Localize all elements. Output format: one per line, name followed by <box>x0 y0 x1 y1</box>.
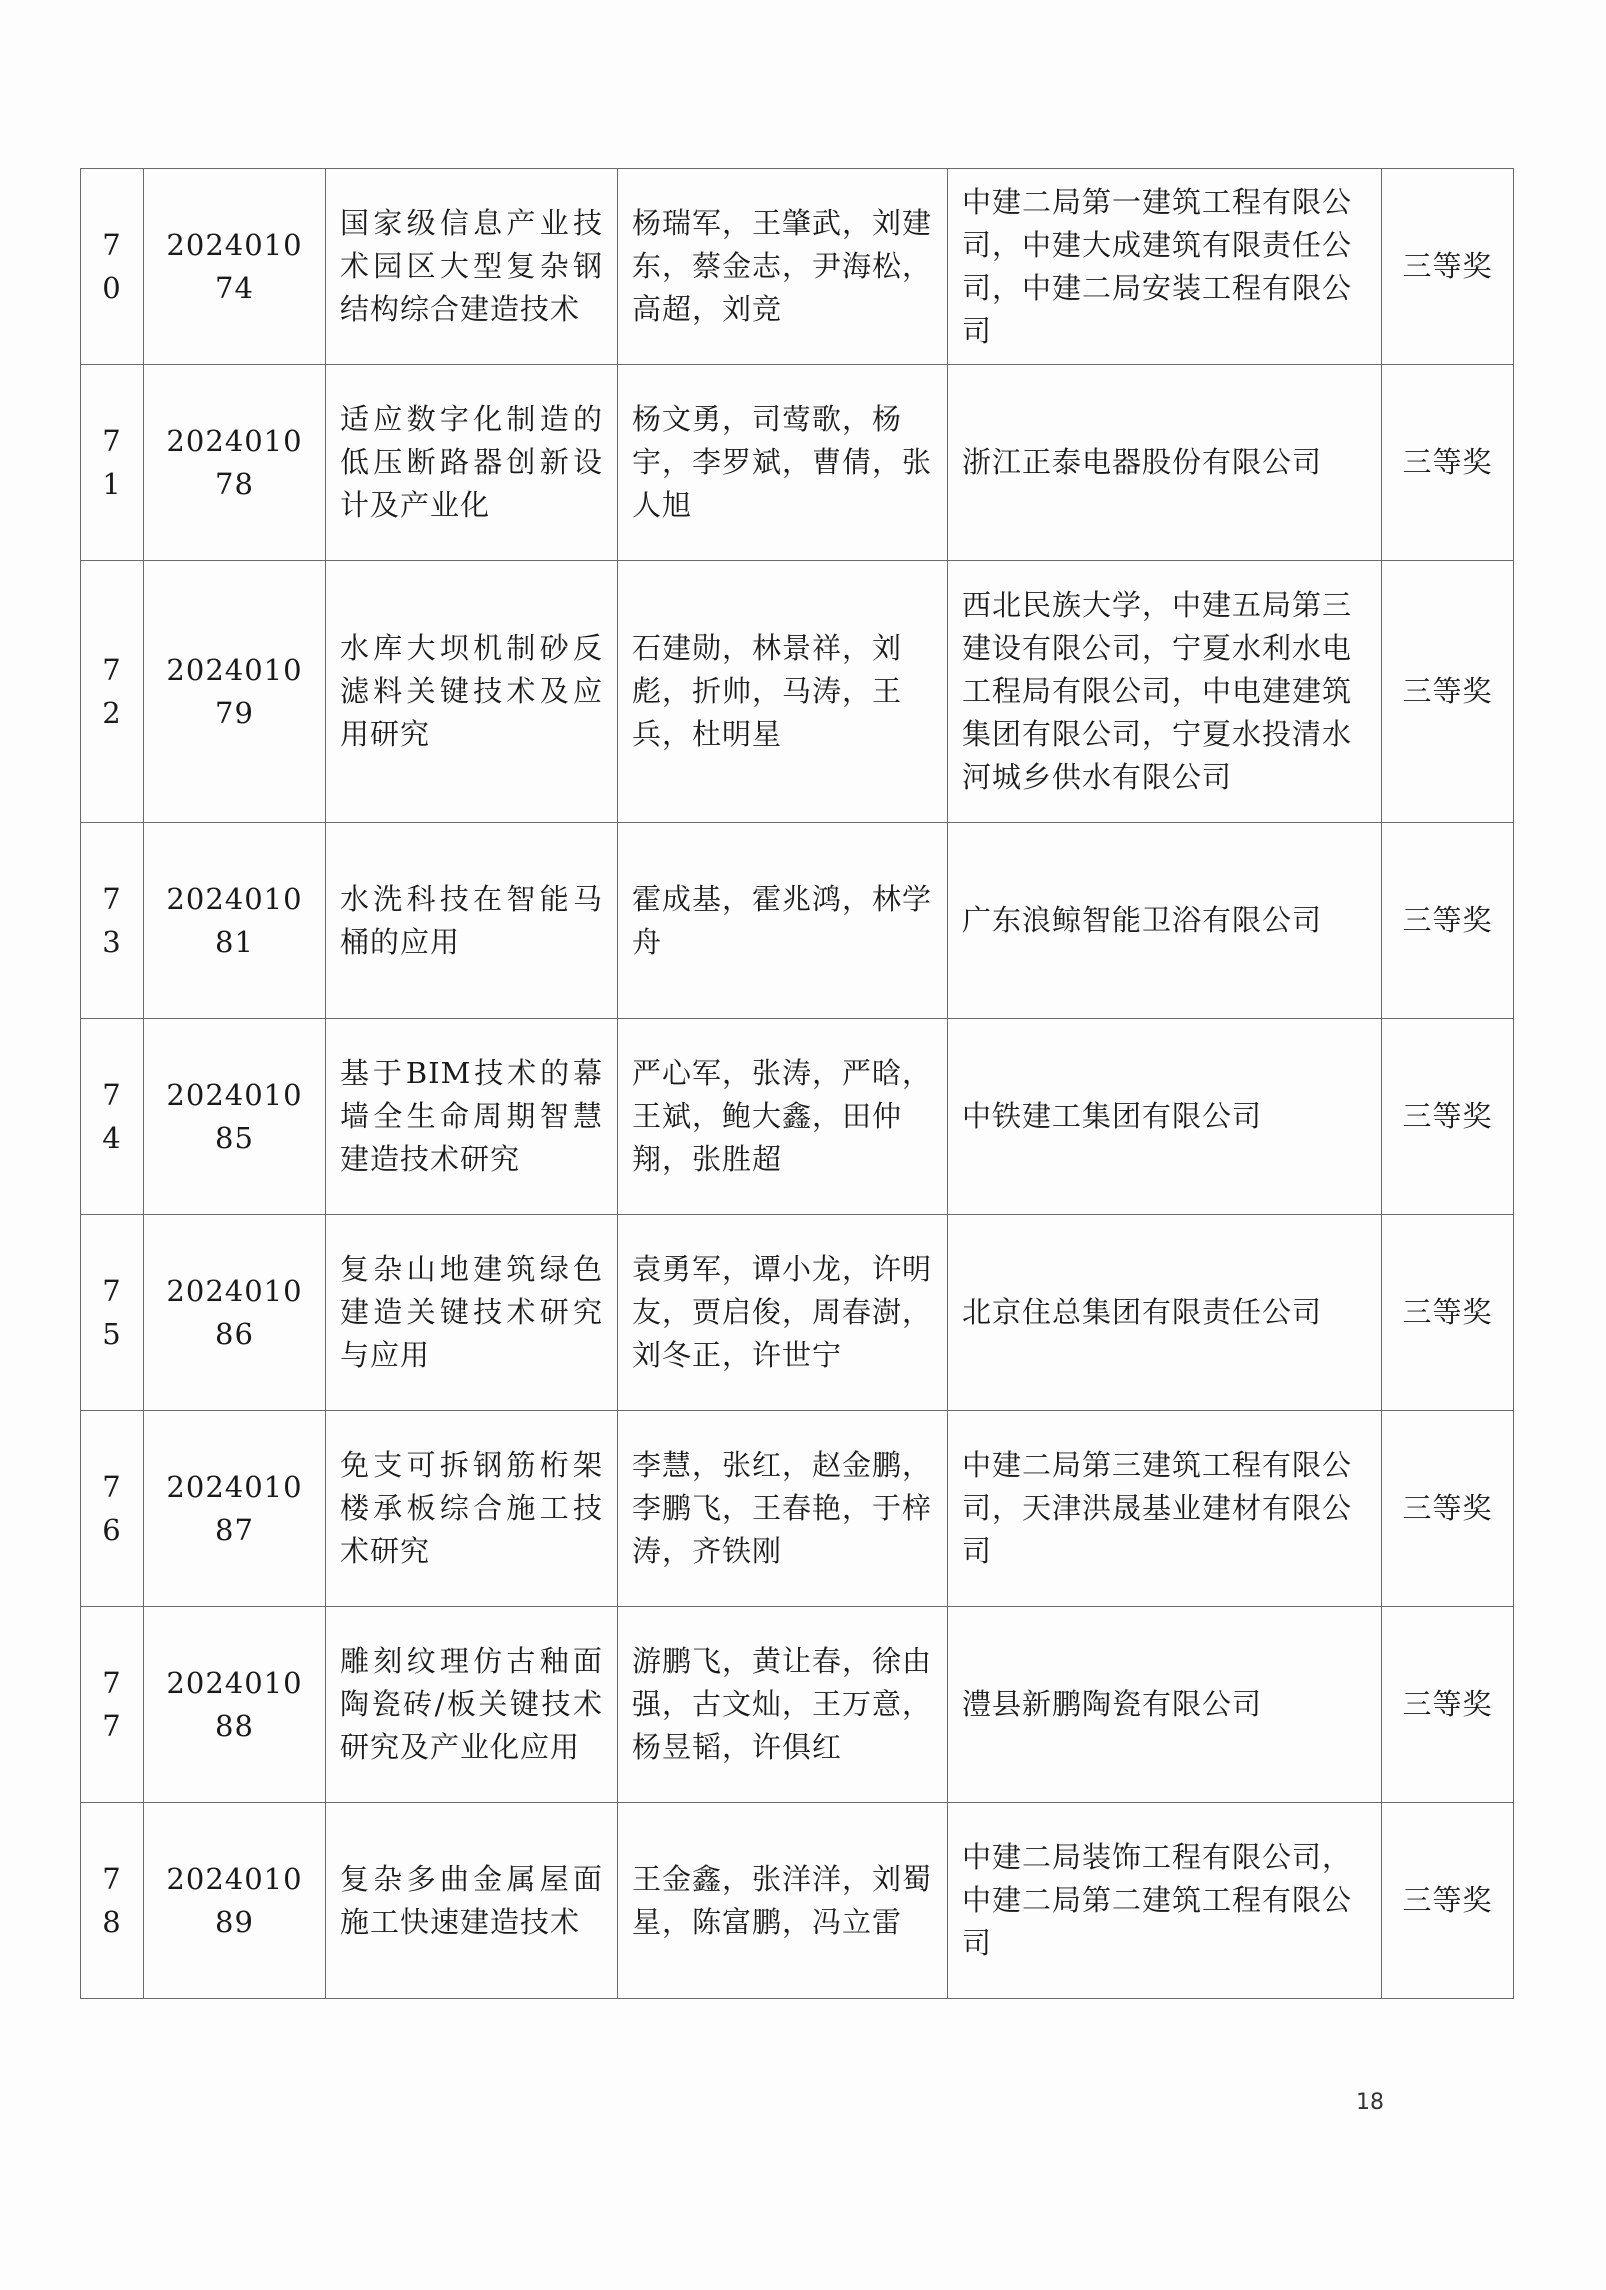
row-number: 71 <box>81 365 144 561</box>
project-people: 严心军，张涛，严晗，王斌，鲍大鑫，田仲翔，张胜超 <box>618 1019 948 1215</box>
table-row <box>81 1019 1514 1215</box>
project-people: 霍成基，霍兆鸿，林学舟 <box>618 823 948 1019</box>
project-organization: 西北民族大学，中建五局第三建设有限公司，宁夏水利水电工程局有限公司，中电建建筑集团有限公司，宁夏水投清水河城乡供水有限公司 <box>948 561 1382 823</box>
project-organization: 澧县新鹏陶瓷有限公司 <box>948 1607 1382 1803</box>
project-title: 适应数字化制造的低压断路器创新设计及产业化 <box>326 365 618 561</box>
award-level: 三等奖 <box>1382 1607 1514 1803</box>
table-row <box>81 823 1514 1019</box>
project-code: 202401074 <box>144 169 326 365</box>
row-number: 76 <box>81 1411 144 1607</box>
project-people: 石建勋，林景祥，刘彪，折帅，马涛，王兵，杜明星 <box>618 561 948 823</box>
row-number: 73 <box>81 823 144 1019</box>
project-organization: 北京住总集团有限责任公司 <box>948 1215 1382 1411</box>
award-level: 三等奖 <box>1382 1019 1514 1215</box>
awards-table <box>80 168 1514 1999</box>
project-code: 202401086 <box>144 1215 326 1411</box>
project-title: 复杂多曲金属屋面施工快速建造技术 <box>326 1803 618 1999</box>
project-title: 基于BIM技术的幕墙全生命周期智慧建造技术研究 <box>326 1019 618 1215</box>
row-number: 75 <box>81 1215 144 1411</box>
awards-table-body <box>81 169 1514 1999</box>
project-code: 202401078 <box>144 365 326 561</box>
award-level: 三等奖 <box>1382 169 1514 365</box>
project-title: 复杂山地建筑绿色建造关键技术研究与应用 <box>326 1215 618 1411</box>
row-number: 78 <box>81 1803 144 1999</box>
project-title: 雕刻纹理仿古釉面陶瓷砖/板关键技术研究及产业化应用 <box>326 1607 618 1803</box>
row-number: 77 <box>81 1607 144 1803</box>
table-row <box>81 365 1514 561</box>
project-title: 国家级信息产业技术园区大型复杂钢结构综合建造技术 <box>326 169 618 365</box>
project-people: 王金鑫，张洋洋，刘蜀星，陈富鹏，冯立雷 <box>618 1803 948 1999</box>
project-people: 袁勇军，谭小龙，许明友，贾启俊，周春澍，刘冬正，许世宁 <box>618 1215 948 1411</box>
project-code: 202401087 <box>144 1411 326 1607</box>
project-organization: 中建二局装饰工程有限公司，中建二局第二建筑工程有限公司 <box>948 1803 1382 1999</box>
project-title: 免支可拆钢筋桁架楼承板综合施工技术研究 <box>326 1411 618 1607</box>
table-row <box>81 169 1514 365</box>
project-organization: 中铁建工集团有限公司 <box>948 1019 1382 1215</box>
project-people: 杨瑞军，王肇武，刘建东，蔡金志，尹海松，高超，刘竞 <box>618 169 948 365</box>
project-people: 游鹏飞，黄让春，徐由强，古文灿，王万意，杨昱韬，许俱红 <box>618 1607 948 1803</box>
project-title: 水库大坝机制砂反滤料关键技术及应用研究 <box>326 561 618 823</box>
page-number: 18 <box>1356 2090 1384 2115</box>
project-code: 202401079 <box>144 561 326 823</box>
table-row <box>81 561 1514 823</box>
table-row <box>81 1803 1514 1999</box>
award-level: 三等奖 <box>1382 1803 1514 1999</box>
project-organization: 浙江正泰电器股份有限公司 <box>948 365 1382 561</box>
award-level: 三等奖 <box>1382 561 1514 823</box>
project-code: 202401085 <box>144 1019 326 1215</box>
project-organization: 广东浪鲸智能卫浴有限公司 <box>948 823 1382 1019</box>
project-code: 202401089 <box>144 1803 326 1999</box>
project-organization: 中建二局第一建筑工程有限公司，中建大成建筑有限责任公司，中建二局安装工程有限公司 <box>948 169 1382 365</box>
award-level: 三等奖 <box>1382 1411 1514 1607</box>
row-number: 72 <box>81 561 144 823</box>
row-number: 74 <box>81 1019 144 1215</box>
table-row <box>81 1607 1514 1803</box>
project-people: 杨文勇，司莺歌，杨宇，李罗斌，曹倩，张人旭 <box>618 365 948 561</box>
award-level: 三等奖 <box>1382 365 1514 561</box>
row-number: 70 <box>81 169 144 365</box>
project-code: 202401088 <box>144 1607 326 1803</box>
table-row <box>81 1411 1514 1607</box>
award-level: 三等奖 <box>1382 823 1514 1019</box>
table-row <box>81 1215 1514 1411</box>
project-people: 李慧，张红，赵金鹏，李鹏飞，王春艳，于梓涛，齐铁刚 <box>618 1411 948 1607</box>
award-level: 三等奖 <box>1382 1215 1514 1411</box>
project-organization: 中建二局第三建筑工程有限公司，天津洪晟基业建材有限公司 <box>948 1411 1382 1607</box>
project-code: 202401081 <box>144 823 326 1019</box>
project-title: 水洗科技在智能马桶的应用 <box>326 823 618 1019</box>
